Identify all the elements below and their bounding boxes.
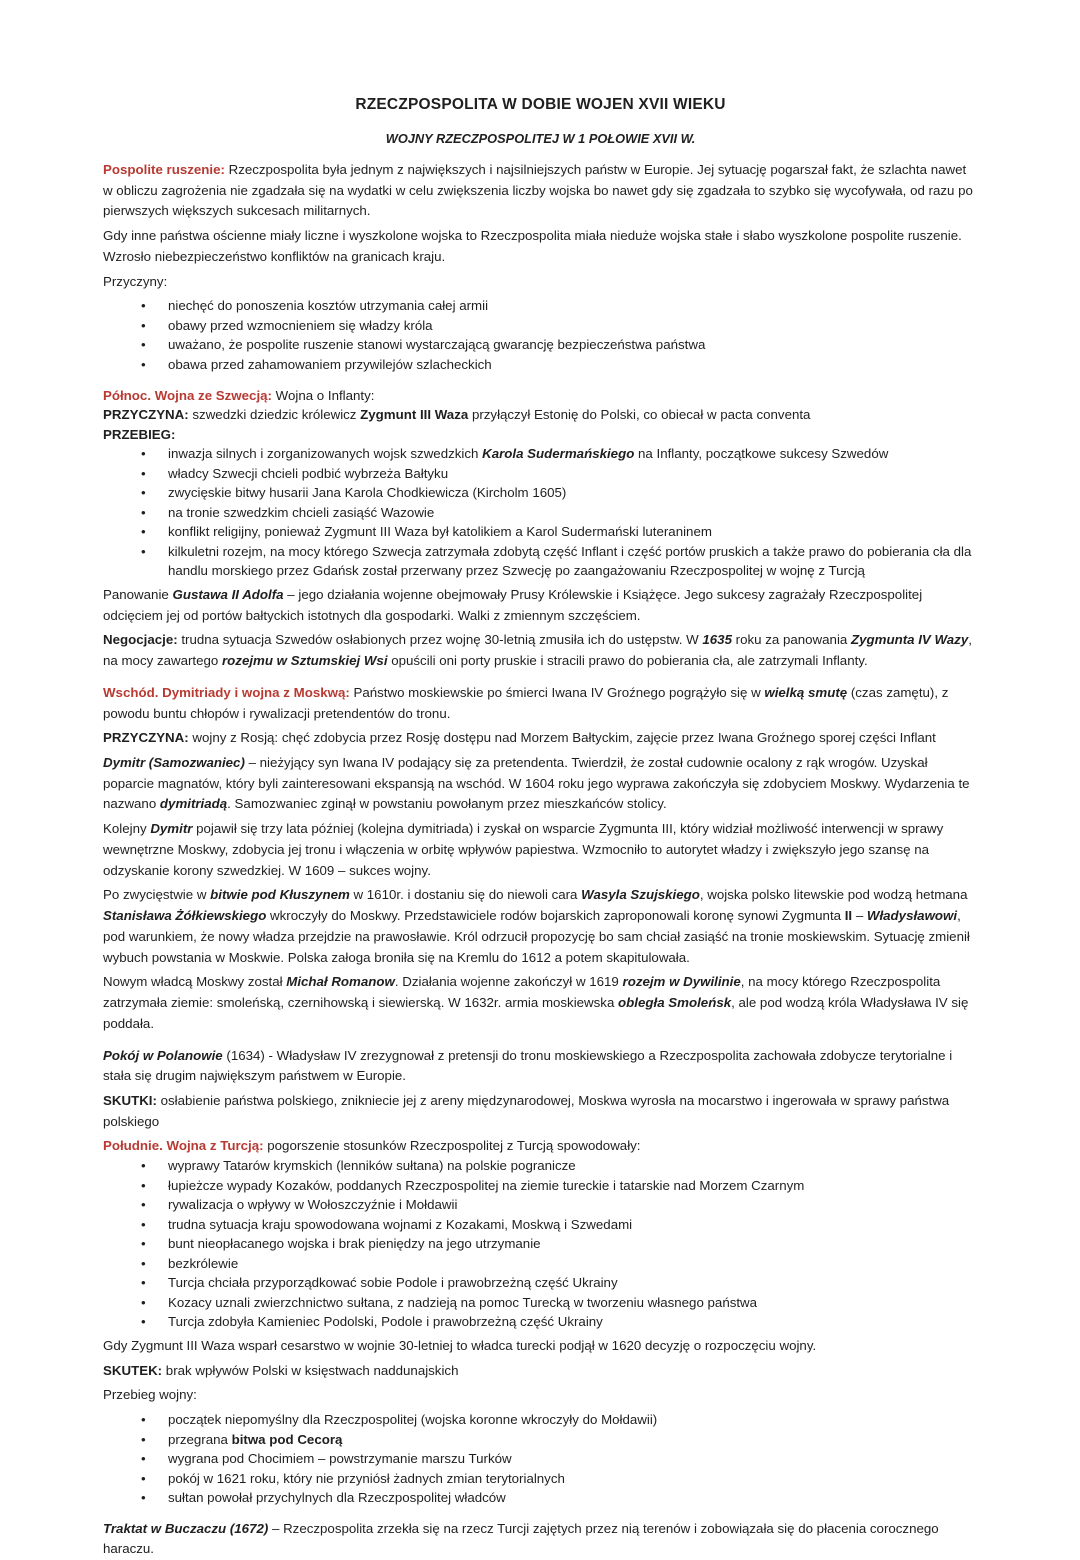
list-item — [103, 1312, 978, 1332]
text-run: bunt nieopłacanego wojska i brak pieniędzy na jego utrzymanie — [168, 1236, 541, 1252]
text-run: Wasyla Szujskiego — [581, 887, 700, 903]
text-run: początek niepomyślny dla Rzeczpospolitej (wojska koronne wkroczyły do Mołdawii) — [168, 1411, 658, 1427]
text-run: Kozacy uznali zwierzchnictwo sułtana, z nadzieją na pomoc Turecką w tworzeniu własnego państwa — [168, 1294, 758, 1310]
text-run: Traktat w Buczaczu (1672) — [103, 1520, 269, 1536]
text-run: PRZEBIEG: — [103, 426, 176, 442]
paragraph — [103, 1361, 978, 1382]
text-run: osłabienie państwa polskiego, znikniecie jej z areny międzynarodowej, Moskwa wyrosła na mocarstwo i ingerowała w sprawy państwa polskiego — [103, 1093, 950, 1129]
text-run: trudna sytuacja Szwedów osłabionych przez wojnę 30-letnią zmusiła ich do ustępstw. W — [177, 632, 703, 648]
section-heading-text: Północ. Wojna ze Szwecją: — [103, 387, 272, 403]
text-run: Negocjacje: — [103, 632, 178, 648]
list-item — [103, 542, 978, 581]
list-item — [103, 1176, 978, 1196]
text-run: , na mocy którego Rzeczpospolita zatrzymała ziemie: smoleńską, czernihowską i siewierską. W 1632r. armia moskiewska — [103, 974, 941, 1011]
text-run: na Inflanty, początkowe sukcesy Szwedów — [634, 446, 889, 462]
list-item — [103, 464, 978, 484]
text-run: Turcja zdobyła Kamieniec Podolski, Podole i prawobrzeżną część Ukrainy — [168, 1314, 603, 1330]
bullet-list — [103, 1410, 978, 1508]
text-run: Panowanie — [103, 586, 173, 602]
list-item — [103, 1293, 978, 1313]
text-run: obawa przed zahamowaniem przywilejów szlacheckich — [168, 357, 492, 372]
text-run: Turcja chciała przyporządkować sobie Podole i prawobrzeżną część Ukrainy — [168, 1275, 618, 1291]
text-run: rywalizacja o wpływy w Wołoszczyźnie i Mołdawii — [168, 1197, 458, 1213]
text-run: obawy przed wzmocnieniem się władzy króla — [168, 317, 433, 333]
text-run: Państwo moskiewskie po śmierci Iwana IV Groźnego pogrążyło się w — [349, 684, 765, 700]
text-run: bitwie pod Kłuszynem — [210, 887, 350, 903]
document-subtitle: WOJNY RZECZPOSPOLITEJ W 1 POŁOWIE XVII W. — [385, 131, 696, 146]
list-item — [103, 444, 978, 464]
paragraph — [103, 683, 978, 724]
section-heading-text: Wschód. Dymitriady i wojna z Moskwą: — [103, 684, 350, 700]
text-run: Przebieg wojny: — [103, 1387, 197, 1403]
text-run: na tronie szwedzkim chcieli zasiąść Wazowie — [168, 504, 435, 520]
text-run: bitwa pod Cecorą — [231, 1431, 343, 1447]
text-run: 1635 — [702, 632, 732, 648]
bullet-list — [103, 444, 978, 581]
text-run: – jego działania wojenne obejmowały Prusy Królewskie i Książęce. Jego sukcesy zagrażały Rzeczpospolitej odcięciem jej od portów bałtyckich istotnych dla gospodarki. Walki z zmiennym szczęściem. — [103, 586, 923, 623]
list-item — [103, 503, 978, 523]
text-run: bezkrólewie — [168, 1255, 239, 1271]
paragraph — [103, 1136, 978, 1156]
text-run: – Rzeczpospolita zrzekła się na rzecz Turcji zajętych przez nią terenów i zobowiązała się do płacenia corocznego haraczu. — [103, 1520, 939, 1557]
list-item — [103, 1195, 978, 1215]
paragraph — [103, 160, 978, 222]
text-run: , pod warunkiem, że nowy władza przejdzie na prawosławie. Król odrzucił propozycję bo sam chciał zasiąść na tronie moskiewskim. Sytuację zmienił wybuch powstania w Moskwie. Polska załoga broniła się na Kremlu do 1612 a potem skapitulowała. — [103, 908, 970, 965]
list-item — [103, 335, 978, 355]
text-run: niechęć do ponoszenia kosztów utrzymania całej armii — [168, 298, 489, 314]
text-run: szwedzki dziedzic królewicz — [188, 407, 361, 423]
text-run: Pokój w Polanowie — [103, 1047, 223, 1063]
paragraph — [103, 1046, 978, 1087]
text-run: wyprawy Tatarów krymskich (lenników sułtana) na polskie pogranicze — [168, 1158, 576, 1173]
text-run: Zygmunta IV Wazy — [851, 632, 969, 648]
text-run: Karola Sudermańskiego — [482, 446, 635, 462]
list-item — [103, 1469, 978, 1489]
list-item — [103, 1156, 978, 1176]
paragraph — [103, 585, 978, 626]
text-run: Gustawa II Adolfa — [172, 586, 284, 602]
paragraph — [103, 1519, 978, 1560]
bullet-list — [103, 296, 978, 374]
text-run: wojny z Rosją: chęć zdobycia przez Rosję dostępu nad Morzem Bałtyckim, zajęcie przez Iwana Groźnego sporej części Inflant — [188, 730, 936, 746]
text-run: rozejmu w Sztumskiej Wsi — [222, 653, 388, 669]
text-run: , ale pod wodzą króla Władysława IV się poddała. — [103, 995, 969, 1031]
text-run: . Działania wojenne zakończył w 1619 — [394, 974, 623, 990]
text-run: II — [844, 908, 853, 924]
text-run: – — [852, 908, 867, 924]
paragraph — [103, 405, 978, 425]
list-item — [103, 483, 978, 503]
paragraph — [103, 386, 978, 406]
list-item — [103, 1449, 978, 1469]
list-item — [103, 522, 978, 542]
text-run: kilkuletni rozejm, na mocy którego Szwecja zatrzymała zdobytą część Inflant i część portów pruskich a także prawo do pobierania cła dla handlu morskiego przez Gdańsk został przerwany przez Szwecję po zaangażowaniu Rzeczpospolitej w wojnę z Turcją — [168, 543, 972, 579]
text-run: roku za panowania — [731, 632, 851, 648]
text-run: konflikt religijny, ponieważ Zygmunt III Waza był katolikiem a Karol Sudermański luteraninem — [168, 524, 712, 540]
text-run: pokój w 1621 roku, który nie przyniósł żadnych zmian terytorialnych — [168, 1470, 565, 1486]
text-run: przegrana — [168, 1431, 232, 1447]
text-run: Wojna o Inflanty: — [271, 387, 375, 403]
text-run: Rzeczpospolita była jednym z największych i najsilniejszych państw w Europie. Jej sytuację pogarszał fakt, że szlachta nawet w obliczu zagrożenia nie zgadzała się na wydatki w celu zwiększenia liczby wojska bo nawet gdy się zgadzała to szybko się wycofywała, od razu po pierwszych większych sukcesach militarnych. — [103, 162, 973, 219]
list-item — [103, 1254, 978, 1274]
paragraph — [103, 885, 978, 968]
text-run: wielką smutę — [764, 684, 848, 700]
text-run: przyłączył Estonię do Polski, co obiecał w pacta conventa — [468, 407, 811, 423]
list-item — [103, 355, 978, 375]
text-run: Nowym władcą Moskwy został — [103, 974, 287, 990]
paragraph — [103, 753, 978, 815]
list-item — [103, 316, 978, 336]
list-item — [103, 1215, 978, 1235]
text-run: . Samozwaniec zginął w powstaniu powołanym przez mieszkańców stolicy. — [227, 796, 667, 812]
text-run: Zygmunt III Waza — [360, 407, 469, 423]
paragraph — [103, 630, 978, 671]
text-run: łupieżcze wypady Kozaków, poddanych Rzeczpospolitej na ziemie tureckie i tatarskie nad Morzem Czarnym — [168, 1177, 805, 1193]
text-run: PRZYCZYNA: — [103, 407, 189, 423]
text-run: (czas zamętu), z powodu buntu chłopów i rywalizacji pretendentów do tronu. — [103, 684, 949, 721]
text-run: , wojska polsko litewskie pod wodzą hetmana — [699, 887, 968, 903]
list-item — [103, 296, 978, 316]
text-run: opuścili oni porty pruskie i stracili prawo do pobierania cła, ale zatrzymali Inflanty. — [387, 653, 868, 669]
text-run: pogorszenie stosunków Rzeczpospolitej z Turcją spowodowały: — [263, 1138, 641, 1154]
paragraph — [103, 819, 978, 881]
list-item — [103, 1488, 978, 1508]
section-heading-text: Pospolite ruszenie: — [103, 162, 225, 177]
paragraph — [103, 1091, 978, 1132]
text-run: Kolejny — [103, 821, 151, 837]
bullet-list — [103, 1156, 978, 1332]
text-run: wkroczyły do Moskwy. Przedstawiciele rodów bojarskich zaproponowali koronę synowi Zygmunta — [266, 908, 845, 924]
text-run: PRZYCZYNA: — [103, 730, 189, 746]
text-run: wygrana pod Chocimiem – powstrzymanie marszu Turków — [168, 1451, 512, 1467]
document-body — [103, 160, 978, 1560]
document-title: RZECZPOSPOLITA W DOBIE WOJEN XVII WIEKU — [355, 96, 726, 113]
text-run: – nieżyjący syn Iwana IV podający się za pretendenta. Twierdził, że został cudownie ocalony z rąk wrogów. Uzyskał poparcie magnatów, który byli zainteresowani ekspansją na wschód. W 1604 roku jego wyprawa zakończyła się zdobyciem Moskwy. Wydarzenia te nazwano — [103, 754, 970, 812]
text-run: brak wpływów Polski w księstwach naddunajskich — [162, 1362, 459, 1378]
text-run: rozejm w Dywilinie — [622, 974, 741, 990]
text-run: pojawił się trzy lata później (kolejna dymitriada) i zyskał on wsparcie Zygmunta III, który widział możliwość interwencji w sprawy wewnętrzne Moskwy, zdobycia jej tronu i włączenia w orbitę wpływów papiestwa. Wzmocniło to autorytet władzy i zwiększyło jego szansę na odzyskanie korony szwedzkiej. W 1609 – sukces wojny. — [103, 821, 944, 878]
paragraph — [103, 226, 978, 267]
text-run: Władysławowi — [866, 908, 958, 924]
text-run: trudna sytuacja kraju spowodowana wojnami z Kozakami, Moskwą i Szwedami — [168, 1216, 633, 1232]
text-run: Przyczyny: — [103, 273, 168, 289]
section-heading-text: Południe. Wojna z Turcją: — [103, 1138, 264, 1154]
text-run: Michał Romanow — [286, 974, 395, 990]
text-run: dymitriadą — [159, 796, 228, 812]
text-run: Dymitr — [150, 821, 193, 837]
text-run: SKUTEK: — [103, 1362, 163, 1378]
text-run: Po zwycięstwie w — [103, 887, 211, 903]
paragraph — [103, 1336, 978, 1357]
text-run: zwycięskie bitwy husarii Jana Karola Chodkiewicza (Kircholm 1605) — [168, 485, 567, 501]
paragraph — [103, 425, 978, 445]
text-run: inwazja silnych i zorganizowanych wojsk szwedzkich — [168, 446, 483, 462]
paragraph — [103, 728, 978, 749]
list-item — [103, 1234, 978, 1254]
text-run: , na mocy zawartego — [103, 632, 972, 669]
text-run: (1634) - Władysław IV zrezygnował z pretensji do tronu moskiewskiego a Rzeczpospolita zachowała zdobycze terytorialne i stała się drugim największym państwem w Europie. — [103, 1047, 953, 1084]
text-run: Gdy Zygmunt III Waza wsparł cesarstwo w wojnie 30-letniej to władca turecki podjął w 1620 decyzję o rozpoczęciu wojny. — [103, 1337, 817, 1353]
paragraph — [103, 972, 978, 1034]
text-run: sułtan powołał przychylnych dla Rzeczpospolitej władców — [168, 1490, 506, 1506]
text-run: uważano, że pospolite ruszenie stanowi wystarczającą gwarancję bezpieczeństwa państwa — [168, 337, 706, 353]
text-run: władcy Szwecji chcieli podbić wybrzeża Bałtyku — [168, 465, 449, 481]
list-item — [103, 1410, 978, 1430]
list-item — [103, 1273, 978, 1293]
text-run: w 1610r. i dostaniu się do niewoli cara — [349, 887, 582, 903]
text-run: obległa Smoleńsk — [618, 995, 732, 1011]
list-item — [103, 1430, 978, 1450]
paragraph — [103, 1385, 978, 1406]
text-run: Stanisława Żółkiewskiego — [103, 908, 267, 924]
text-run: Gdy inne państwa ościenne miały liczne i wyszkolone wojska to Rzeczpospolita miała nieduże wojska stałe i słabo wyszkolone pospolite ruszenie. Wzrosło niebezpieczeństwo konfliktów na granicach kraju. — [103, 228, 962, 264]
paragraph — [103, 272, 978, 293]
text-run: Dymitr (Samozwaniec) — [103, 754, 245, 770]
text-run: SKUTKI: — [103, 1093, 157, 1108]
